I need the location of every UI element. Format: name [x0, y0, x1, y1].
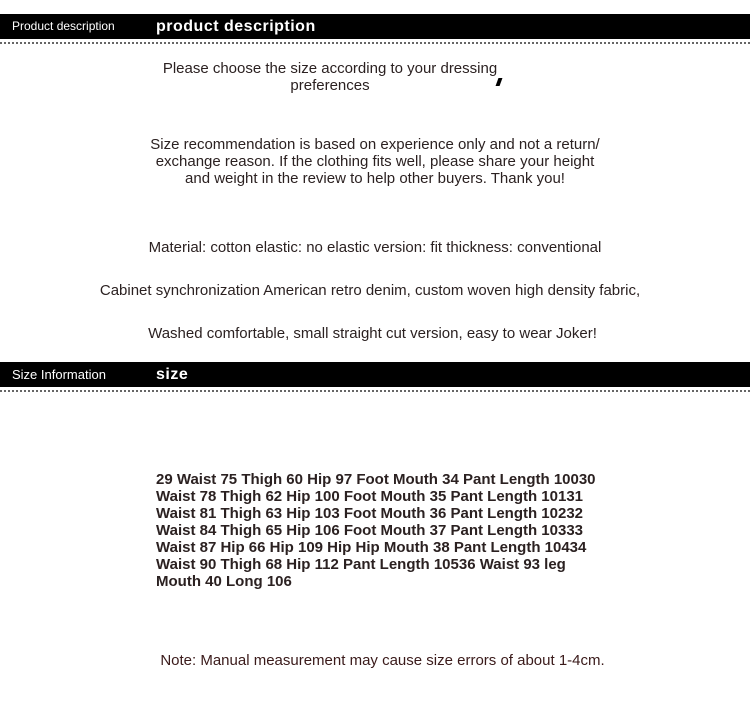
- measurement-note: Note: Manual measurement may cause size errors of about 1-4cm.: [160, 652, 605, 669]
- dotted-divider: [0, 42, 750, 44]
- dotted-divider: [0, 390, 750, 392]
- choose-line: preferences: [290, 77, 370, 94]
- size-information-header: [0, 362, 750, 387]
- header-small-label: Size Information: [12, 367, 106, 382]
- recommendation-line: Size recommendation is based on experience only and not a return/: [150, 136, 600, 153]
- size-line: Waist 90 Thigh 68 Hip 112 Pant Length 10536 Waist 93 leg: [156, 556, 566, 573]
- header-title: product description: [156, 18, 316, 35]
- product-description-header: [0, 14, 750, 39]
- size-table-text: [156, 471, 596, 590]
- choose-size-text: [130, 60, 530, 94]
- size-line: Waist 81 Thigh 63 Hip 103 Foot Mouth 36 Pant Length 10232: [156, 505, 584, 522]
- header-title: size: [156, 366, 189, 383]
- fit-text: Washed comfortable, small straight cut version, easy to wear Joker!: [148, 325, 597, 342]
- size-line: Waist 78 Thigh 62 Hip 100 Foot Mouth 35 Pant Length 10131: [156, 488, 584, 505]
- recommendation-line: exchange reason. If the clothing fits well, please share your height: [155, 153, 595, 170]
- header-small-label: Product description: [12, 19, 115, 33]
- size-line: Waist 84 Thigh 65 Hip 106 Foot Mouth 37 Pant Length 10333: [156, 522, 584, 539]
- size-line: Mouth 40 Long 106: [156, 573, 292, 590]
- fabric-text: Cabinet synchronization American retro denim, custom woven high density fabric,: [99, 282, 641, 299]
- size-line: Waist 87 Hip 66 Hip 109 Hip Hip Mouth 38 Pant Length 10434: [156, 539, 587, 556]
- size-line: 29 Waist 75 Thigh 60 Hip 97 Foot Mouth 34 Pant Length 10030: [156, 471, 596, 488]
- choose-line: Please choose the size according to your dressing: [162, 60, 498, 77]
- material-text: Material: cotton elastic: no elastic version: fit thickness: conventional: [148, 239, 602, 256]
- recommendation-line: and weight in the review to help other buyers. Thank you!: [185, 170, 565, 187]
- recommendation-text: [90, 136, 660, 187]
